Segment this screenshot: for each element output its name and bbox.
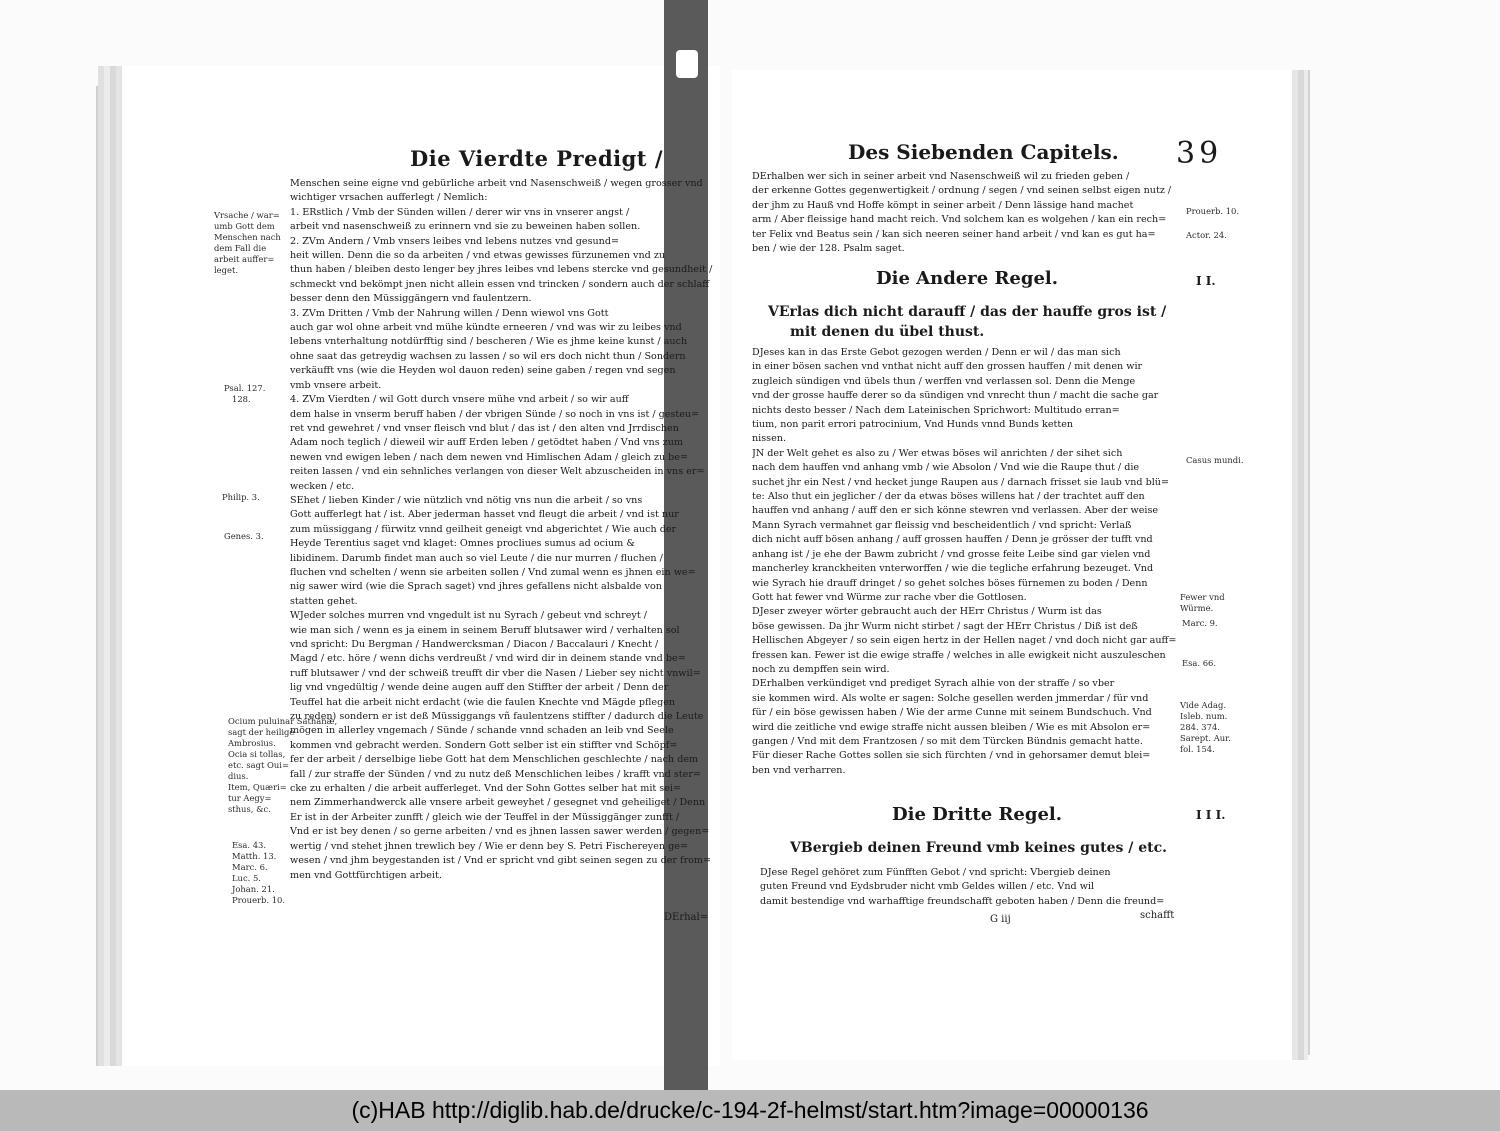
text-line: statten gehet.: [290, 595, 358, 607]
text-line: libidinem. Darumb findet man auch so viel Leute / die nur murren / fluchen /: [290, 552, 663, 564]
right-catchword: schafft: [1140, 910, 1175, 921]
page-number: 39: [1176, 136, 1223, 171]
text-line: zugleich sündigen vnd übels thun / werffen vnd verlassen sol. Denn die Menge: [752, 375, 1136, 387]
text-line: noch zu dempffen sein wird.: [752, 663, 890, 675]
text-line: Für dieser Rache Gottes sollen sie sich fürchten / vnd in gehorsamer demut blei=: [752, 750, 1151, 762]
text-line: te: Also thut ein jeglicher / der da etwas böses willens hat / der trachtet auff den: [752, 491, 1145, 503]
text-line: cke zu erhalten / die arbeit aufferleget. Vnd der Sohn Gottes selber hat mit sei=: [290, 783, 682, 795]
text-line: ben / wie der 128. Psalm saget.: [752, 243, 905, 255]
rule-2-number: I I.: [1196, 274, 1216, 288]
text-line: Menschen seine eigne vnd gebürliche arbeit vnd Nasenschweiß / wegen grosser vnd: [290, 178, 703, 189]
text-line: Er ist in der Arbeiter zunfft / gleich wie der Teuffel in der Müssiggänger zunfft /: [290, 811, 680, 823]
text-line: heit willen. Denn die so da arbeiten / vnd etwas gewisses fürzunemen vnd zu: [290, 250, 666, 262]
text-line: Gott aufferlegt hat / ist. Aber jederman hasset vnd fleugt die arbeit / vnd ist nur: [290, 509, 679, 521]
signature-mark: G iij: [990, 914, 1011, 925]
text-line: dich nicht auff bösen anhang / auff grossen hauffen / Denn je grösser der tufft vnd: [752, 534, 1153, 546]
rule-2-lead: [768, 302, 1166, 342]
text-line: kommen vnd gebracht werden. Sondern Gott selber ist ein stiffter vnd Schöpf=: [290, 739, 678, 751]
text-line: tium, non parit errori patrocinium, Vnd Hunds vnnd Bunds ketten: [752, 419, 1074, 431]
margin-note: Philip. 3.: [222, 492, 260, 502]
rule-2-text: [752, 346, 1176, 778]
margin-note: Casus mundi.: [1186, 455, 1244, 465]
margin-note: Vide Adag. Isleb. num. 284. 374. Sarept. Aur. fol. 154.: [1180, 700, 1231, 754]
text-line: SEhet / lieben Kinder / wie nützlich vnd nötig vns nun die arbeit / so vns: [290, 494, 643, 506]
text-line: DJeses kan in das Erste Gebot gezogen werden / Denn er wil / das man sich: [752, 347, 1121, 358]
text-line: auch gar wol ohne arbeit vnd mühe kündte erneeren / vnd was wir zu leibes vnd: [290, 322, 682, 334]
text-line: wird die zeitliche vnd ewige straffe nicht aussen bleiben / Wie es mit Absolon er=: [752, 721, 1151, 733]
text-line: wichtiger vrsachen aufferlegt / Nemlich:: [290, 192, 488, 204]
rule-3-number: I I I.: [1196, 808, 1226, 822]
text-line: Mann Syrach vermahnet gar fleissig vnd bescheidentlich / vnd spricht: Verlaß: [752, 519, 1132, 531]
text-line: der jhm zu Hauß vnd Hoffe kömpt in seiner arbeit / Denn lässige hand machet: [752, 199, 1134, 211]
text-line: gangen / Vnd mit dem Frantzosen / so mit dem Türcken Bündnis gemacht hatte.: [752, 735, 1143, 747]
text-line: ohne saat das getreydig wachsen zu lassen / so wil ers doch nicht thun / Sondern: [290, 350, 686, 362]
right-running-header: Des Siebenden Capitels.: [848, 140, 1119, 164]
text-line: ter Felix vnd Beatus sein / kan sich neeren seiner hand arbeit / vnd kan es gut ha=: [752, 228, 1156, 240]
text-line: hauffen vnd anhang / auff den er sich könne stewren vnd verlassen. Aber der weise: [752, 505, 1159, 517]
left-page-edges: [96, 86, 122, 1066]
text-line: schmeckt vnd bekömpt jnen nicht allein essen vnd trincken / sondern auch der schlaff: [290, 278, 710, 290]
text-line: sie kommen wird. Als wolte er sagen: Solche gesellen werden jmmerdar / für vnd: [752, 692, 1149, 704]
text-line: böse gewissen. Da jhr Wurm nicht stirbet / sagt der HErr Christus / Diß ist deß: [752, 620, 1138, 632]
rule-2-title: Die Andere Regel.: [876, 268, 1059, 289]
left-body-text: [290, 177, 714, 917]
margin-note: Ocium puluinar Sathanæ, sagt der heilige Ambrosius. Ocia si tollas, etc. sagt Oui= dius. Item, Quæri= tur Aegy= sthus, &c.: [228, 716, 338, 814]
text-line: nig sawer wird (wie die Sprach saget) vnd jhres gefallens nicht alsbalde von: [290, 581, 662, 593]
margin-note: Genes. 3.: [224, 531, 264, 541]
text-line: DJese Regel gehöret zum Fünfften Gebot / vnd spricht: Vbergieb deinen: [760, 867, 1111, 878]
text-line: verkäufft vns (wie die Heyden wol dauon reden) seine gaben / regen vnd segen: [290, 365, 676, 377]
text-line: nichts desto besser / Nach dem Lateinischen Sprichwort: Multitudo erran=: [752, 404, 1120, 416]
text-line: mögen in allerley vngemach / Sünde / schande vnnd schaden an leib vnd Seele: [290, 725, 674, 737]
right-page-edges: [1292, 70, 1310, 1055]
text-line: Vnd er ist bey denen / so gerne arbeiten / vnd es jhnen lassen sawer werden / gegen=: [290, 826, 710, 838]
margin-note: Esa. 43. Matth. 13. Marc. 6. Luc. 5. Johan. 21. Prouerb. 10.: [232, 840, 286, 905]
footer-credit: (c)HAB http://diglib.hab.de/drucke/c-194-2f-helmst/start.htm?image=00000136: [351, 1097, 1149, 1123]
left-running-header: Die Vierdte Predigt /: [410, 146, 663, 171]
text-line: nissen.: [752, 433, 786, 445]
text-line: WJeder solches murren vnd vngedult ist nu Syrach / gebeut vnd schreyt /: [290, 610, 647, 622]
text-line: zu reden) sondern er ist deß Müssiggangs vñ faulentzens stiffter / dadurch die Leute: [290, 711, 704, 723]
text-line: fer der arbeit / derselbige liebe Gott hat dem Menschlichen geschlechte / nach dem: [290, 754, 699, 766]
rule-3-lead: VBergieb deinen Freund vmb keines gutes / etc.: [790, 840, 1168, 856]
margin-note: Esa. 66.: [1182, 658, 1217, 668]
text-line: lig vnd vngedültig / wende deine augen auff den Stiffter der arbeit / Denn der: [290, 682, 669, 694]
text-line: newen vnd ewigen leben / nach dem newen vnd Himlischen Adam / gleich zu be=: [290, 451, 689, 463]
text-line: thun haben / bleiben desto lenger bey jhres leibes vnd lebens stercke vnd gesundheit /: [290, 264, 713, 276]
text-line: ruff blutsawer / vnd der schweiß treufft dir vber die Nasen / Lieber sey nicht vnwil=: [290, 667, 701, 679]
text-line: ben vnd verharren.: [752, 764, 846, 776]
text-line: vnd spricht: Du Bergman / Handwercksman / Diacon / Baccalauri / Knecht /: [290, 639, 659, 650]
text-line: guten Freund vnd Eydsbruder nicht vmb Geldes willen / etc. Vnd wil: [760, 881, 1095, 893]
text-line: besser denn den Müssiggängern vnd faulentzern.: [290, 293, 532, 305]
right-intro-text: [752, 170, 1176, 256]
text-line: arm / Aber fleissige hand macht reich. Vnd solchem kan es wolgehen / kan ein rech=: [752, 214, 1167, 226]
text-line: DJeser zweyer wörter gebraucht auch der HErr Christus / Wurm ist das: [752, 606, 1102, 618]
text-line: mancherley kranckheiten vnterworffen / wie die tegliche erfahrung bezeuget. Vnd: [752, 563, 1154, 575]
text-line: Gott hat fewer vnd Würme zur rache vber die Gottlosen.: [752, 591, 1027, 603]
text-line: anhang ist / je ehe der Bawm zubricht / vnd grosse feite Leibe sind gar vielen vnd: [752, 548, 1151, 560]
copyright-footer: [0, 1090, 1500, 1131]
text-line: Magd / etc. höre / wenn dichs verdreußt / vnd wird dir in deinem stande vnd be=: [290, 653, 686, 665]
text-line: Hellischen Abgeyer / so sein eigen hertz in der Hellen naget / vnd doch nicht gar auff=: [752, 635, 1176, 647]
lead-line: VErlas dich nicht darauff / das der hauffe gros ist /: [768, 304, 1167, 320]
text-line: wecken / etc.: [290, 480, 355, 492]
margin-note: Actor. 24.: [1186, 230, 1227, 240]
text-line: der erkenne Gottes gegenwertigkeit / ordnung / segen / vnd seinen selbst eigen nutz /: [752, 185, 1172, 197]
margin-note: Prouerb. 10.: [1186, 206, 1240, 216]
text-line: reiten lassen / vnd ein sehnliches verlangen von dieser Welt abzuscheiden in vns er=: [290, 466, 705, 478]
text-line: dem halse in vnserm beruff haben / der vbrigen Sünde / so noch in vns ist / gesteu=: [290, 408, 700, 420]
binding-clip: [676, 50, 698, 78]
text-line: Teuffel hat die arbeit nicht erdacht (wie die faulen Knechte vnd Mägde pflegen: [290, 696, 676, 708]
text-line: Adam noch teglich / dieweil wir auff Erden leben / getödtet haben / Vnd vns zum: [290, 437, 683, 449]
text-line: 3. ZVm Dritten / Vmb der Nahrung willen / Denn wiewol vns Gott: [290, 307, 609, 319]
text-line: lebens vnterhaltung notdürfftig sind / bescheren / Wie es jhme keine kunst / auch: [290, 336, 688, 348]
text-line: zum müssiggang / fürwitz vnnd geilheit geneigt vnd abgerichtet / Wie auch der: [290, 523, 677, 535]
text-line: DErhalben verkündiget vnd prediget Syrach alhie von der straffe / so vber: [752, 678, 1115, 690]
text-line: ret vnd gewehret / vnd vnser fleisch vnd blut / das ist / den alten vnd Jrrdischen: [290, 422, 679, 434]
text-line: men vnd Gottfürchtigen arbeit.: [290, 869, 442, 881]
text-line: damit bestendige vnd warhafftige freundschafft geboten haben / Denn die freund=: [760, 895, 1165, 907]
left-catchword: DErhal=: [664, 912, 709, 923]
margin-note: Psal. 127. 128.: [224, 383, 266, 404]
text-line: JN der Welt gehet es also zu / Wer etwas böses wil anrichten / der sihet sich: [752, 447, 1123, 459]
text-line: arbeit vnd nasenschweiß zu erinnern vnd sie zu beweinen haben sollen.: [290, 221, 641, 233]
text-line: DErhalben wer sich in seiner arbeit vnd Nasenschweiß wil zu frieden geben /: [752, 171, 1130, 182]
text-line: nem Zimmerhandwerck alle vnsere arbeit geweyhet / gesegnet vnd geheiliget / Denn: [290, 797, 706, 809]
text-line: nach dem hauffen vnd anhang vmb / wie Absolon / Vnd wie die Raupe thut / die: [752, 462, 1140, 474]
margin-note: Vrsache / war= umb Gott dem Menschen nach dem Fall die arbeit auffer= leget.: [214, 210, 281, 275]
margin-note: Marc. 9.: [1182, 618, 1218, 628]
text-line: 2. ZVm Andern / Vmb vnsers leibes vnd lebens nutzes vnd gesund=: [290, 235, 620, 247]
text-line: für / ein böse gewissen haben / Wie der arme Cunne mit seinem Bundschuch. Vnd: [752, 707, 1152, 719]
text-line: Heyde Terentius saget vnd klaget: Omnes procliues sumus ad ocium &: [290, 538, 635, 550]
text-line: fall / zur straffe der Sünden / vnd zu nutz deß Menschlichen leibes / krafft vnd ster=: [290, 768, 701, 780]
text-line: fluchen vnd schelten / wenn sie arbeiten sollen / Vnd zumal wenn es jhnen ein we=: [290, 566, 696, 578]
rule-3-title: Die Dritte Regel.: [892, 804, 1062, 825]
text-line: 1. ERstlich / Vmb der Sünden willen / derer wir vns in vnserer angst /: [290, 206, 630, 218]
text-line: vmb vnsere arbeit.: [290, 379, 382, 391]
rule-3-text: [760, 866, 1178, 909]
text-line: fressen kan. Fewer ist die ewige straffe / welches in alle ewigkeit nicht auszuleschen: [752, 649, 1166, 661]
margin-note: Fewer vnd Würme.: [1180, 592, 1225, 613]
text-line: in einer bösen sachen vnd vnthat nicht auff den grossen hauffen / mit denen wir: [752, 361, 1143, 373]
text-line: 4. ZVm Vierdten / wil Gott durch vnsere mühe vnd arbeit / so wir auff: [290, 394, 629, 406]
text-line: wesen / vnd jhm beygestanden ist / Vnd er spricht vnd gibt seinen segen zu der from=: [290, 855, 712, 867]
text-line: vnd der grosse hauffe derer so da sündigen vnd vnrecht thun / macht die sache gar: [752, 390, 1159, 402]
lead-line: mit denen du übel thust.: [790, 324, 985, 340]
text-line: wertig / vnd stehet jhnen trewlich bey / Wie er denn bey S. Petri Fischereyen ge=: [290, 840, 688, 852]
text-line: wie Syrach hie drauff dringet / so gehet solches böses fürnemen zu boden / Denn: [752, 577, 1148, 589]
text-line: suchet jhr ein Nest / vnd hecket junge Raupen aus / darnach frisset sie laub vnd blü=: [752, 476, 1170, 488]
text-line: wie man sich / wenn es ja einem in seinem Beruff blutsawer wird / verhalten sol: [290, 624, 680, 636]
